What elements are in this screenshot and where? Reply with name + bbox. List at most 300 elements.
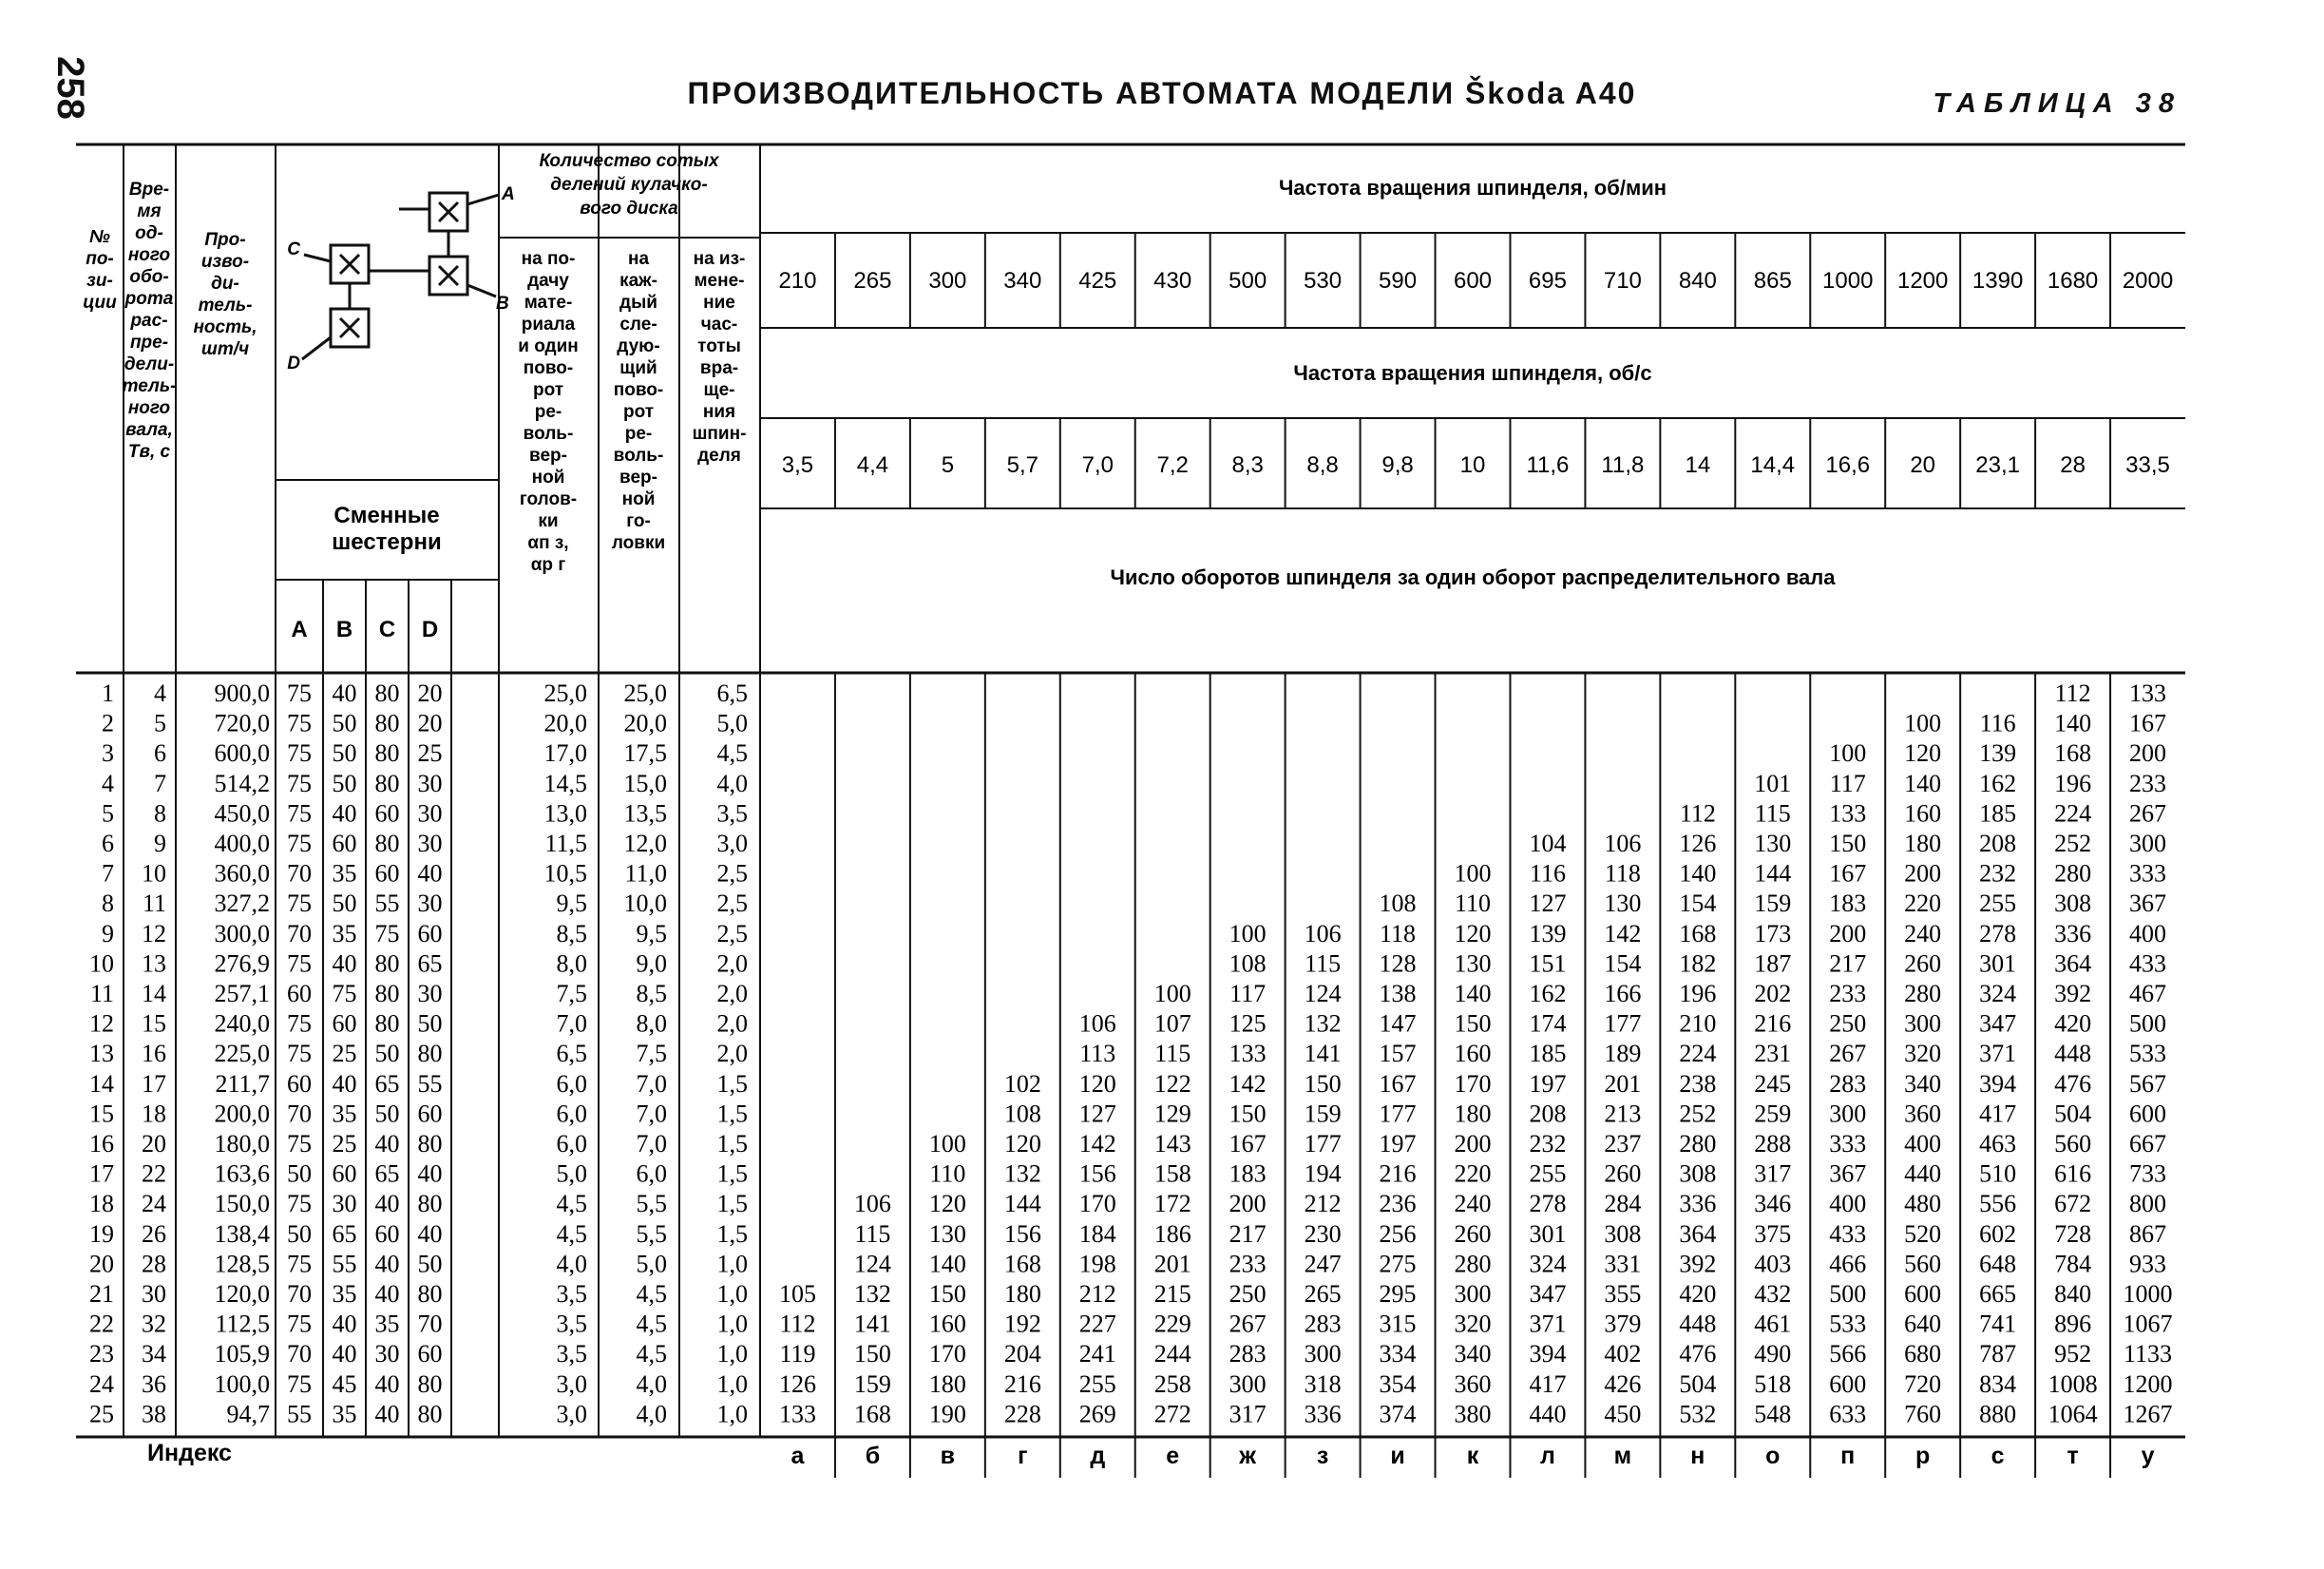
row-gear-value: 40	[332, 799, 357, 828]
position-header: зи-	[86, 271, 113, 291]
row-revolutions-value: 133	[1229, 1040, 1267, 1068]
row-productivity: 180,0	[214, 1130, 270, 1158]
row-revolutions-value: 220	[1904, 890, 1942, 918]
row-cam-next: 5,5	[636, 1219, 667, 1248]
row-position: 25	[89, 1400, 114, 1428]
row-revolutions-value: 115	[854, 1219, 891, 1248]
cam-feed-header: αп з,	[527, 533, 569, 553]
row-revolutions-value: 340	[1904, 1069, 1942, 1098]
speed-rps-value: 4,4	[856, 452, 889, 478]
row-revolutions-value: 220	[1454, 1159, 1492, 1188]
row-revolutions-value: 108	[1229, 949, 1267, 978]
row-cam-next: 8,0	[636, 1009, 667, 1038]
row-cam-feed: 3,0	[556, 1400, 587, 1428]
row-revolutions-value: 267	[1229, 1310, 1267, 1338]
row-productivity: 327,2	[214, 890, 270, 918]
row-cycle-time: 5	[154, 709, 166, 737]
row-gear-value: 60	[332, 1159, 357, 1188]
row-revolutions-value: 202	[1754, 980, 1792, 1007]
row-productivity: 450,0	[214, 799, 270, 828]
speed-rpm-value: 530	[1304, 268, 1343, 294]
row-cam-change: 2,5	[716, 859, 748, 888]
row-cycle-time: 18	[142, 1100, 166, 1128]
speed-rps-value: 7,0	[1081, 452, 1114, 478]
row-revolutions-value: 141	[853, 1310, 891, 1338]
index-letter: а	[791, 1443, 805, 1469]
row-position: 19	[89, 1219, 114, 1248]
row-revolutions-value: 633	[1829, 1400, 1867, 1428]
row-gear-value: 75	[287, 1130, 312, 1158]
row-revolutions-value: 186	[1153, 1219, 1191, 1248]
row-gear-value: 40	[374, 1250, 400, 1278]
row-revolutions-value: 260	[1604, 1159, 1642, 1188]
row-revolutions-value: 560	[2054, 1130, 2092, 1158]
row-gear-value: 80	[374, 980, 400, 1007]
row-gear-value: 75	[332, 980, 357, 1007]
speed-rpm-value: 1390	[1972, 268, 2024, 294]
index-letter: л	[1540, 1443, 1555, 1469]
row-revolutions-value: 500	[1829, 1280, 1867, 1308]
gear-column-header: A	[291, 617, 308, 642]
position-header: №	[89, 227, 110, 247]
row-cycle-time: 36	[142, 1369, 166, 1398]
row-cycle-time: 11	[142, 890, 166, 918]
row-revolutions-value: 504	[2054, 1100, 2092, 1128]
row-gear-value: 70	[287, 1280, 312, 1308]
row-cam-feed: 4,5	[556, 1219, 587, 1248]
row-revolutions-value: 167	[2129, 709, 2167, 737]
row-cam-change: 3,5	[716, 799, 748, 828]
row-revolutions-value: 278	[1529, 1190, 1567, 1218]
row-revolutions-value: 566	[1829, 1340, 1867, 1368]
row-revolutions-value: 280	[1679, 1130, 1717, 1158]
row-gear-value: 80	[417, 1040, 443, 1068]
row-revolutions-value: 760	[1904, 1400, 1942, 1428]
row-revolutions-value: 185	[1979, 799, 2017, 828]
row-revolutions-value: 200	[1829, 919, 1867, 947]
row-position: 12	[89, 1009, 114, 1038]
row-gear-value: 75	[287, 709, 312, 737]
cam-feed-header: ки	[538, 511, 559, 531]
row-revolutions-value: 233	[1829, 980, 1867, 1007]
row-revolutions-value: 320	[1454, 1310, 1492, 1338]
gear-label-a: A	[502, 184, 515, 204]
row-revolutions-value: 167	[1229, 1130, 1267, 1158]
row-revolutions-value: 162	[1979, 769, 2017, 797]
cam-next-header: ной	[621, 489, 656, 509]
cam-next-header: вер-	[619, 468, 657, 488]
index-letter: у	[2141, 1443, 2155, 1469]
row-position: 8	[102, 890, 114, 918]
row-revolutions-value: 115	[1305, 949, 1342, 978]
speed-rpm-value: 210	[778, 268, 817, 294]
row-revolutions-value: 241	[1078, 1340, 1116, 1368]
row-cam-change: 2,5	[716, 919, 748, 947]
row-revolutions-value: 394	[1529, 1340, 1567, 1368]
row-revolutions-value: 371	[1979, 1040, 2017, 1068]
row-cam-next: 12,0	[623, 830, 667, 857]
speed-rpm-value: 340	[1003, 268, 1042, 294]
row-cam-change: 2,0	[716, 949, 748, 978]
row-revolutions-value: 142	[1604, 919, 1642, 947]
row-gear-value: 80	[417, 1190, 443, 1218]
row-productivity: 400,0	[214, 830, 270, 857]
row-revolutions-value: 440	[1529, 1400, 1567, 1428]
row-cam-change: 4,5	[716, 739, 748, 768]
row-revolutions-value: 300	[1229, 1369, 1267, 1398]
row-revolutions-value: 198	[1078, 1250, 1116, 1278]
row-revolutions-value: 200	[1229, 1190, 1267, 1218]
speed-rps-value: 33,5	[2125, 452, 2170, 478]
row-gear-value: 80	[417, 1369, 443, 1398]
row-revolutions-value: 288	[1754, 1130, 1792, 1158]
row-cam-next: 9,5	[636, 919, 667, 947]
row-gear-value: 70	[287, 1100, 312, 1128]
speed-rpm-value: 695	[1528, 268, 1567, 294]
row-revolutions-value: 280	[1904, 980, 1942, 1007]
row-revolutions-value: 162	[1529, 980, 1567, 1007]
row-cam-change: 1,0	[716, 1250, 748, 1278]
row-revolutions-value: 112	[2054, 679, 2091, 707]
gears-title: Сменные	[333, 503, 440, 528]
row-revolutions-value: 284	[1604, 1190, 1642, 1218]
row-cam-feed: 3,5	[556, 1310, 587, 1338]
row-revolutions-value: 800	[2129, 1190, 2167, 1218]
row-cam-next: 7,0	[636, 1069, 667, 1098]
row-revolutions-value: 122	[1153, 1069, 1191, 1098]
row-revolutions-value: 255	[1979, 890, 2017, 918]
row-revolutions-value: 144	[1003, 1190, 1041, 1218]
speed-rps-value: 14	[1685, 452, 1711, 478]
row-cycle-time: 9	[154, 830, 166, 857]
table-number: ТАБЛИЦА 38	[1933, 88, 2181, 119]
row-cam-next: 7,0	[636, 1100, 667, 1128]
row-revolutions-value: 250	[1829, 1009, 1867, 1038]
row-gear-value: 65	[417, 949, 443, 978]
row-revolutions-value: 150	[1454, 1009, 1492, 1038]
row-revolutions-value: 640	[1904, 1310, 1942, 1338]
speed-rpm-value: 430	[1153, 268, 1192, 294]
row-gear-value: 50	[287, 1219, 312, 1248]
row-revolutions-value: 216	[1754, 1009, 1792, 1038]
row-gear-value: 30	[417, 769, 443, 797]
row-gear-value: 80	[417, 1400, 443, 1428]
row-revolutions-value: 132	[1003, 1159, 1041, 1188]
row-revolutions-value: 217	[1829, 949, 1867, 978]
row-cam-change: 1,5	[716, 1100, 748, 1128]
row-revolutions-value: 108	[1379, 890, 1417, 918]
speed-rpm-value: 2000	[2122, 268, 2174, 294]
row-gear-value: 30	[332, 1190, 357, 1218]
row-cycle-time: 16	[142, 1040, 166, 1068]
row-cam-next: 4,5	[636, 1340, 667, 1368]
row-gear-value: 50	[374, 1040, 400, 1068]
row-revolutions-value: 259	[1754, 1100, 1792, 1128]
speed-rpm-value: 300	[928, 268, 967, 294]
row-gear-value: 80	[374, 1009, 400, 1038]
row-revolutions-value: 100	[1153, 980, 1191, 1007]
row-revolutions-value: 141	[1304, 1040, 1342, 1068]
row-revolutions-value: 665	[1979, 1280, 2017, 1308]
row-revolutions-value: 300	[1454, 1280, 1492, 1308]
gears-title: шестерни	[332, 529, 442, 555]
row-revolutions-value: 336	[1679, 1190, 1717, 1218]
row-revolutions-value: 100	[1229, 919, 1267, 947]
row-revolutions-value: 355	[1604, 1280, 1642, 1308]
index-letter: п	[1840, 1443, 1856, 1469]
row-gear-value: 50	[374, 1100, 400, 1128]
row-revolutions-value: 476	[1679, 1340, 1717, 1368]
row-cam-feed: 6,5	[556, 1040, 587, 1068]
productivity-header: тель-	[198, 296, 253, 316]
row-cam-next: 5,5	[636, 1190, 667, 1218]
row-revolutions-value: 616	[2054, 1159, 2092, 1188]
cam-feed-header: риала	[521, 315, 576, 335]
row-revolutions-value: 139	[1979, 739, 2017, 768]
row-revolutions-value: 283	[1829, 1069, 1867, 1098]
row-revolutions-value: 124	[853, 1250, 891, 1278]
row-revolutions-value: 680	[1904, 1340, 1942, 1368]
row-revolutions-value: 168	[853, 1400, 891, 1428]
row-revolutions-value: 340	[1454, 1340, 1492, 1368]
row-revolutions-value: 244	[1153, 1340, 1191, 1368]
row-revolutions-value: 180	[1003, 1280, 1041, 1308]
row-revolutions-value: 208	[1529, 1100, 1567, 1128]
row-cycle-time: 32	[142, 1310, 166, 1338]
row-position: 9	[102, 919, 114, 947]
speed-rps-value: 9,8	[1381, 452, 1414, 478]
row-revolutions-value: 1133	[2124, 1340, 2173, 1368]
row-revolutions-value: 180	[1454, 1100, 1492, 1128]
row-revolutions-value: 275	[1379, 1250, 1417, 1278]
cycle-time-header: од-	[135, 223, 163, 243]
cycle-time-header: вала,	[125, 420, 173, 440]
row-revolutions-value: 260	[1904, 949, 1942, 978]
row-revolutions-value: 150	[1829, 830, 1867, 857]
row-gear-value: 30	[417, 980, 443, 1007]
row-cam-change: 1,0	[716, 1280, 748, 1308]
row-position: 15	[89, 1100, 114, 1128]
cam-change-header: ще-	[703, 380, 735, 400]
row-revolutions-value: 317	[1754, 1159, 1792, 1188]
row-revolutions-value: 476	[2054, 1069, 2092, 1098]
row-revolutions-value: 267	[2129, 799, 2167, 828]
row-revolutions-value: 224	[2054, 799, 2092, 828]
row-revolutions-value: 1267	[2123, 1400, 2173, 1428]
row-cam-change: 1,5	[716, 1130, 748, 1158]
row-revolutions-value: 139	[1529, 919, 1567, 947]
index-letter: р	[1915, 1443, 1931, 1469]
row-revolutions-value: 160	[928, 1310, 966, 1338]
row-revolutions-value: 133	[778, 1400, 816, 1428]
row-gear-value: 75	[287, 1040, 312, 1068]
row-revolutions-value: 600	[1829, 1369, 1867, 1398]
row-revolutions-value: 154	[1679, 890, 1717, 918]
row-revolutions-value: 728	[2054, 1219, 2092, 1248]
row-cam-feed: 10,5	[543, 859, 587, 888]
gear-column-header: D	[421, 617, 439, 642]
row-revolutions-value: 1067	[2123, 1310, 2173, 1338]
row-revolutions-value: 367	[2129, 890, 2167, 918]
row-revolutions-value: 140	[1454, 980, 1492, 1007]
row-productivity: 150,0	[214, 1190, 270, 1218]
index-letter: е	[1166, 1443, 1180, 1469]
row-gear-value: 40	[374, 1369, 400, 1398]
row-revolutions-value: 167	[1379, 1069, 1417, 1098]
row-revolutions-value: 100	[1454, 859, 1492, 888]
productivity-header: ди-	[211, 274, 239, 294]
row-cam-feed: 17,0	[543, 739, 587, 768]
cycle-time-header: дели-	[124, 354, 175, 374]
row-revolutions-value: 256	[1379, 1219, 1417, 1248]
row-revolutions-value: 124	[1304, 980, 1342, 1007]
row-gear-value: 30	[417, 799, 443, 828]
row-cam-change: 1,5	[716, 1219, 748, 1248]
row-gear-value: 50	[417, 1250, 443, 1278]
row-cam-next: 4,0	[636, 1400, 667, 1428]
row-gear-value: 80	[374, 830, 400, 857]
row-revolutions-value: 110	[1454, 890, 1492, 918]
row-cam-change: 1,0	[716, 1310, 748, 1338]
row-position: 13	[89, 1040, 114, 1068]
row-cam-next: 11,0	[624, 859, 667, 888]
row-revolutions-value: 172	[1153, 1190, 1191, 1218]
row-revolutions-value: 116	[1529, 859, 1566, 888]
row-revolutions-value: 133	[1829, 799, 1867, 828]
row-gear-value: 25	[332, 1040, 357, 1068]
cam-group-header: Количество сотых	[539, 151, 719, 171]
row-revolutions-value: 213	[1604, 1100, 1642, 1128]
gear-label-c: C	[287, 239, 300, 259]
row-revolutions-value: 346	[1754, 1190, 1792, 1218]
row-cam-change: 1,0	[716, 1400, 748, 1428]
index-letter: с	[1991, 1443, 2005, 1469]
row-gear-value: 80	[374, 709, 400, 737]
cycle-time-header: пре-	[129, 333, 169, 353]
row-revolutions-value: 183	[1829, 890, 1867, 918]
row-revolutions-value: 231	[1754, 1040, 1792, 1068]
row-revolutions-value: 280	[1454, 1250, 1492, 1278]
position-header: по-	[86, 249, 114, 269]
row-gear-value: 50	[287, 1159, 312, 1188]
row-gear-value: 75	[287, 949, 312, 978]
row-cam-feed: 7,0	[556, 1009, 587, 1038]
row-revolutions-value: 204	[1003, 1340, 1041, 1368]
row-revolutions-value: 159	[853, 1369, 891, 1398]
speed-rps-value: 14,4	[1750, 452, 1796, 478]
row-revolutions-value: 189	[1604, 1040, 1642, 1068]
row-position: 16	[89, 1130, 114, 1158]
row-productivity: 94,7	[226, 1400, 270, 1428]
row-revolutions-value: 379	[1604, 1310, 1642, 1338]
row-position: 2	[102, 709, 114, 737]
row-revolutions-value: 144	[1754, 859, 1792, 888]
index-label: Индекс	[147, 1440, 232, 1466]
row-revolutions-value: 532	[1679, 1400, 1717, 1428]
row-productivity: 120,0	[214, 1280, 270, 1308]
cam-change-header: на из-	[693, 249, 746, 269]
row-revolutions-value: 119	[779, 1340, 816, 1368]
row-revolutions-value: 100	[1829, 739, 1867, 768]
row-revolutions-value: 467	[2129, 980, 2167, 1007]
row-revolutions-value: 433	[1829, 1219, 1867, 1248]
row-gear-value: 40	[332, 949, 357, 978]
cam-feed-header: мате-	[524, 293, 573, 313]
row-position: 4	[102, 769, 114, 797]
row-cam-feed: 14,5	[543, 769, 587, 797]
row-revolutions-value: 130	[1604, 890, 1642, 918]
row-cam-next: 7,5	[636, 1040, 667, 1068]
row-revolutions-value: 200	[1904, 859, 1942, 888]
cam-next-header: дую-	[617, 336, 660, 356]
row-revolutions-value: 1064	[2048, 1400, 2098, 1428]
row-gear-value: 35	[332, 1280, 357, 1308]
row-revolutions-value: 417	[1979, 1100, 2017, 1128]
row-cycle-time: 34	[142, 1340, 166, 1368]
row-productivity: 276,9	[214, 949, 270, 978]
speed-rps-value: 7,2	[1156, 452, 1189, 478]
cycle-time-header: Вре-	[128, 180, 170, 200]
row-revolutions-value: 212	[1304, 1190, 1342, 1218]
row-gear-value: 20	[417, 679, 443, 707]
cam-feed-header: вер-	[529, 446, 567, 466]
row-revolutions-value: 333	[1829, 1130, 1867, 1158]
speed-rpm-value: 265	[853, 268, 892, 294]
row-revolutions-value: 116	[1979, 709, 2016, 737]
row-gear-value: 40	[374, 1190, 400, 1218]
row-revolutions-value: 283	[1229, 1340, 1267, 1368]
cycle-time-header: тель-	[122, 376, 177, 396]
row-gear-value: 25	[417, 739, 443, 768]
cam-feed-header: воль-	[523, 424, 574, 444]
row-revolutions-value: 168	[1679, 919, 1717, 947]
row-gear-value: 50	[332, 769, 357, 797]
row-revolutions-value: 374	[1379, 1400, 1417, 1428]
row-cam-change: 1,5	[716, 1069, 748, 1098]
row-gear-value: 75	[287, 1190, 312, 1218]
row-gear-value: 75	[287, 1009, 312, 1038]
row-cycle-time: 4	[154, 679, 166, 707]
row-revolutions-value: 130	[928, 1219, 966, 1248]
cam-next-header: пово-	[613, 380, 664, 400]
row-revolutions-value: 283	[1304, 1310, 1342, 1338]
row-cam-next: 6,0	[636, 1159, 667, 1188]
row-revolutions-value: 548	[1754, 1400, 1792, 1428]
row-revolutions-value: 295	[1379, 1280, 1417, 1308]
row-revolutions-value: 278	[1979, 919, 2017, 947]
row-cam-change: 2,5	[716, 890, 748, 918]
row-revolutions-value: 168	[1003, 1250, 1041, 1278]
row-revolutions-value: 375	[1754, 1219, 1792, 1248]
row-cycle-time: 6	[154, 739, 166, 768]
row-cam-change: 6,5	[716, 679, 748, 707]
row-revolutions-value: 237	[1604, 1130, 1642, 1158]
row-revolutions-value: 143	[1153, 1130, 1191, 1158]
row-revolutions-value: 159	[1754, 890, 1792, 918]
cam-feed-header: дачу	[527, 271, 569, 291]
row-position: 18	[89, 1190, 114, 1218]
row-cam-next: 17,5	[623, 739, 667, 768]
row-gear-value: 75	[287, 1369, 312, 1398]
row-gear-value: 70	[417, 1310, 443, 1338]
row-revolutions-value: 183	[1229, 1159, 1267, 1188]
row-cam-change: 1,5	[716, 1159, 748, 1188]
row-revolutions-value: 567	[2129, 1069, 2167, 1098]
row-revolutions-value: 331	[1604, 1250, 1642, 1278]
row-revolutions-value: 426	[1604, 1369, 1642, 1398]
speed-rpm-value: 590	[1379, 268, 1418, 294]
cam-feed-header: ной	[531, 468, 565, 488]
